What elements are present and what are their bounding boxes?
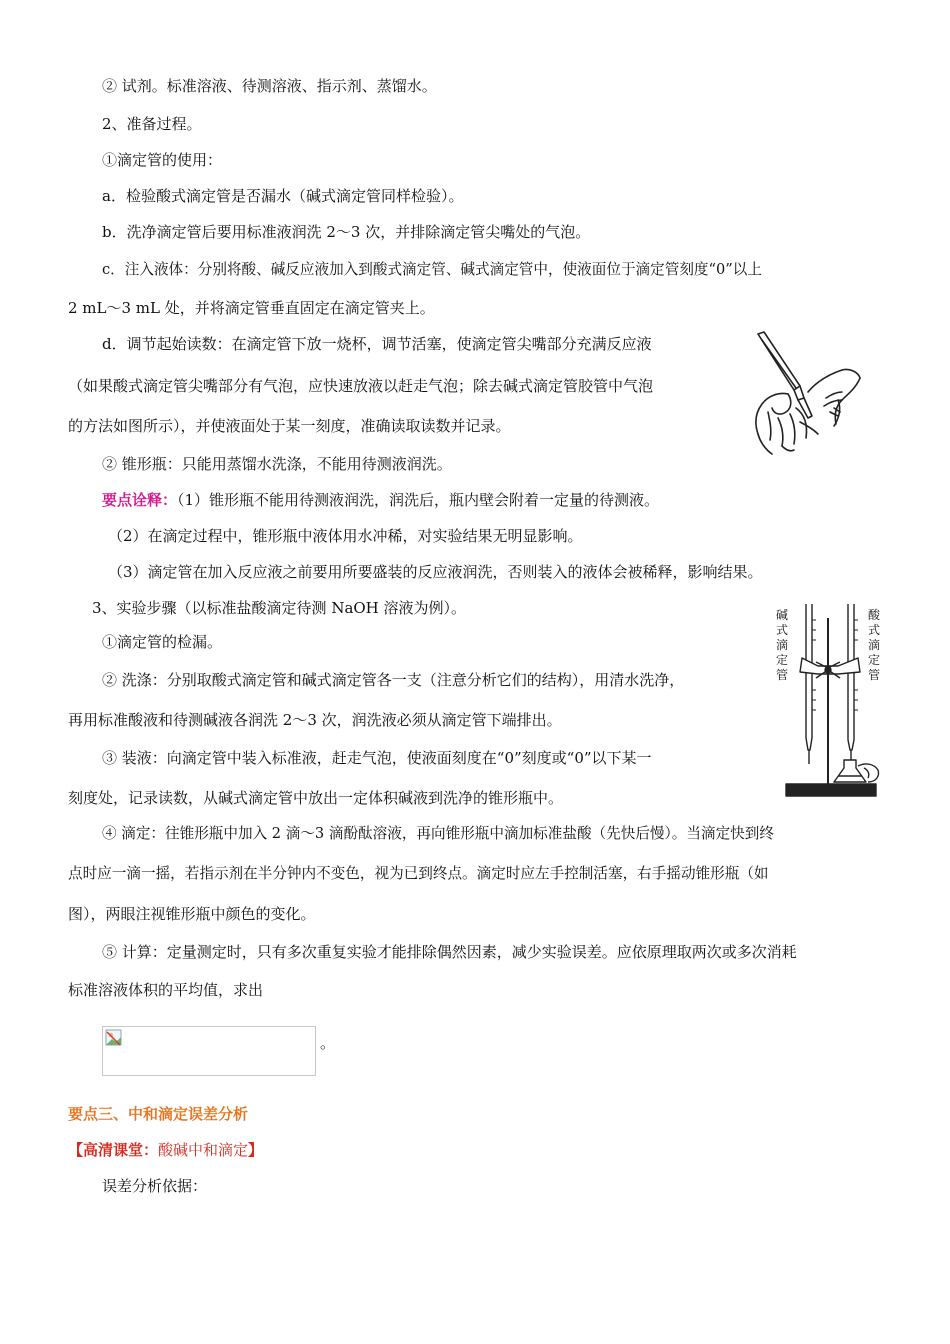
- text-line: 误差分析依据：: [102, 1177, 208, 1195]
- text-line: 2 mL～3 mL 处，并将滴定管垂直固定在滴定管夹上。: [68, 299, 435, 317]
- hd-classroom-label: 【高清课堂：: [68, 1141, 159, 1159]
- text-line: d．调节起始读数：在滴定管下放一烧杯，调节活塞，使滴定管尖嘴部分充满反应液: [102, 335, 652, 353]
- key-point-text: （3）滴定管在加入反应液之前要用所要盛装的反应液润洗，否则装入的液体会被稀释，影响结果。: [108, 563, 763, 581]
- label-char: 式: [868, 623, 881, 637]
- text-line: b．洗净滴定管后要用标准液润洗 2～3 次，并排除滴定管尖嘴处的气泡。: [102, 223, 591, 241]
- broken-image-icon: [105, 1029, 123, 1047]
- step-line: ② 洗涤：分别取酸式滴定管和碱式滴定管各一支（注意分析它们的结构），用清水洗净，: [102, 671, 685, 689]
- step-line: 再用标准酸液和待测碱液各润洗 2～3 次，润洗液必须从滴定管下端排出。: [68, 711, 562, 729]
- step-line: 点时应一滴一摇，若指示剂在半分钟内不变色，视为已到终点。滴定时应左手控制活塞，右手摇动锥形瓶（如: [68, 865, 769, 882]
- step-line: 刻度处，记录读数，从碱式滴定管中放出一定体积碱液到洗净的锥形瓶中。: [68, 789, 564, 807]
- text-line: c．注入液体：分别将酸、碱反应液加入到酸式滴定管、碱式滴定管中，使液面位于滴定管刻度“0”以上: [102, 261, 762, 278]
- key-points-line: [102, 490, 659, 510]
- formula-period: 。: [320, 1034, 336, 1052]
- label-char: 式: [776, 623, 789, 637]
- key-point-text: （2）在滴定过程中，锥形瓶中液体用水冲稀，对实验结果无明显影响。: [108, 527, 583, 545]
- step-line: ①滴定管的检漏。: [102, 633, 223, 651]
- hd-classroom-line: [68, 1140, 263, 1160]
- label-char: 酸: [868, 608, 881, 622]
- text-line: a．检验酸式滴定管是否漏水（碱式滴定管同样检验）。: [102, 187, 464, 205]
- label-char: 定: [776, 653, 789, 667]
- text-line: ①滴定管的使用：: [102, 151, 223, 169]
- step-line: ⑤ 计算：定量测定时，只有多次重复实验才能排除偶然因素，减少实验误差。应依原理取两次或多次消耗: [102, 943, 797, 961]
- burette-bubble-removal-figure: [738, 330, 864, 456]
- base-burette-label: [776, 608, 790, 683]
- step-line: 标准溶液体积的平均值，求出: [68, 981, 264, 999]
- acid-burette-label: [868, 608, 882, 683]
- hd-classroom-close: 】: [248, 1141, 264, 1159]
- formula-image-placeholder: [102, 1026, 316, 1076]
- label-char: 滴: [868, 638, 881, 652]
- text-line: ② 试剂。标准溶液、待测溶液、指示剂、蒸馏水。: [102, 77, 437, 95]
- text-line: （如果酸式滴定管尖嘴部分有气泡，应快速放液以赶走气泡；除去碱式滴定管胶管中气泡: [68, 377, 654, 395]
- label-char: 管: [776, 668, 789, 682]
- hd-classroom-link[interactable]: 酸碱中和滴定: [158, 1141, 249, 1159]
- step-line: 3、实验步骤（以标准盐酸滴定待测 NaOH 溶液为例）。: [92, 599, 467, 617]
- section-title: 要点三、中和滴定误差分析: [68, 1105, 249, 1123]
- label-char: 滴: [776, 638, 789, 652]
- text-line: 2、准备过程。: [102, 115, 202, 133]
- label-char: 管: [868, 668, 881, 682]
- label-char: 碱: [776, 608, 789, 622]
- text-line: ② 锥形瓶：只能用蒸馏水洗涤，不能用待测液润洗。: [102, 455, 452, 473]
- key-point-text: （1）锥形瓶不能用待测液润洗，润洗后，瓶内壁会附着一定量的待测液。: [177, 491, 660, 509]
- label-char: 定: [868, 653, 881, 667]
- step-line: ③ 装液：向滴定管中装入标准液，赶走气泡，使液面刻度在“0”刻度或“0”以下某一: [102, 749, 652, 767]
- step-line: ④ 滴定：往锥形瓶中加入 2 滴～3 滴酚酞溶液，再向锥形瓶中滴加标准盐酸（先快后慢）。当滴定快到终: [102, 825, 774, 842]
- key-points-label: 要点诠释：: [102, 491, 178, 509]
- step-line: 图），两眼注视锥形瓶中颜色的变化。: [68, 905, 316, 923]
- text-line: 的方法如图所示），并使液面处于某一刻度，准确读取读数并记录。: [68, 417, 511, 435]
